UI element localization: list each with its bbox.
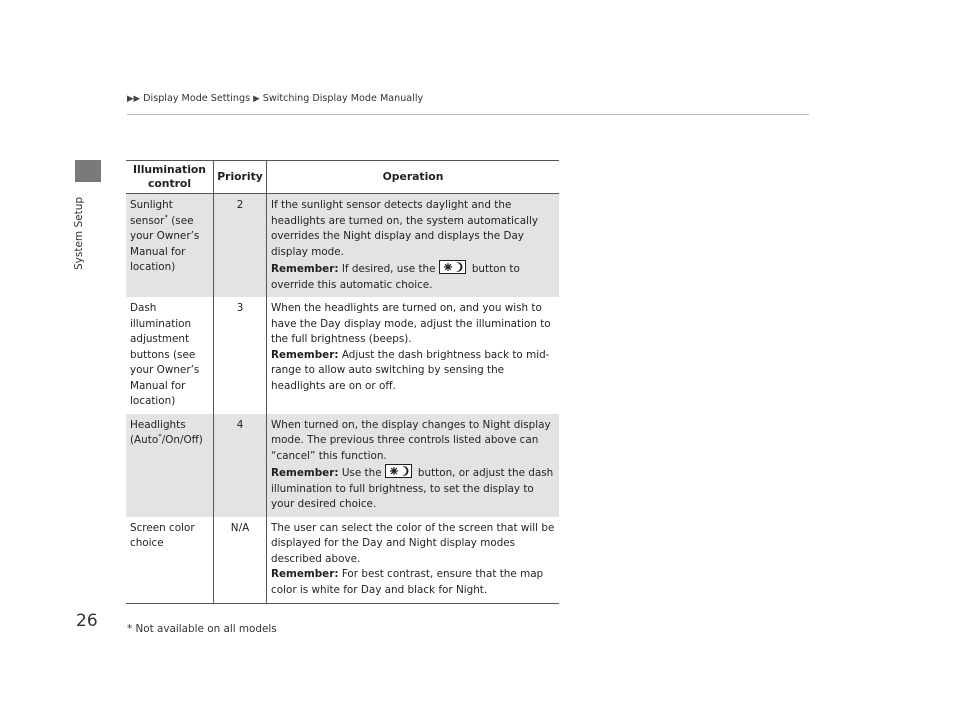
remember-text: If desired, use the: [338, 263, 436, 275]
breadcrumb-item[interactable]: Display Mode Settings: [143, 93, 251, 104]
operation-text: When the headlights are turned on, and you wish to have the Day display mode, adjust the illumination to the full brightness (beeps).: [271, 302, 551, 345]
control-text: (see your Owner’s Manual for location): [130, 214, 200, 273]
remember-label: Remember:: [271, 467, 339, 479]
table-row: [126, 414, 559, 517]
operation-text: When turned on, the display changes to Night display mode. The previous three controls listed above can “cancel” this function.: [271, 418, 551, 462]
row-operation: [267, 194, 560, 298]
row-priority: 4: [214, 414, 267, 517]
row-operation: [267, 297, 560, 414]
table-row: [126, 517, 559, 604]
remember-label: Remember:: [271, 568, 339, 580]
table-header-row: [126, 161, 559, 194]
breadcrumb-item[interactable]: Switching Display Mode Manually: [262, 93, 424, 104]
remember-label: Remember:: [271, 263, 339, 275]
control-text: Sunlight sensor: [130, 199, 173, 227]
remember-text: Use the: [338, 467, 382, 479]
row-priority: 3: [214, 297, 267, 414]
day-night-button-icon: [385, 464, 412, 478]
asterisk-mark: *: [158, 432, 162, 441]
operation-text: The user can select the color of the screen that will be displayed for the Day and Night display modes described above.: [271, 521, 555, 565]
breadcrumb-arrow-icon: ▶: [253, 94, 260, 104]
day-night-button-icon: [439, 260, 466, 274]
row-control: [126, 414, 214, 517]
page-number: 26: [76, 611, 98, 631]
remember-text: For best contrast, ensure that the map color is white for Day and black for Night.: [271, 568, 544, 596]
table-row: [126, 297, 559, 414]
row-control: [126, 194, 214, 298]
remember-label: Remember:: [271, 348, 339, 361]
remember-text: button, or adjust the dash illumination to full brightness, to set the display to your desired choice.: [271, 467, 554, 510]
breadcrumb-arrow-icon: ▶▶: [127, 94, 141, 104]
remember-text: Adjust the dash brightness back to mid-range to allow auto switching by sensing the headlights are on or off.: [271, 348, 550, 392]
remember-text: button to override this automatic choice.: [271, 263, 520, 291]
operation-text: If the sunlight sensor detects daylight and the headlights are turned on, the system automatically overrides the Night display and displays the Day display mode.: [271, 199, 539, 258]
table-row: [126, 194, 559, 298]
row-control: Screen color choice: [126, 517, 214, 604]
illumination-table: [126, 160, 559, 604]
footnote: * Not available on all models: [127, 623, 277, 635]
row-operation: [267, 414, 560, 517]
control-text: /On/Off): [161, 434, 203, 446]
header-operation: Operation: [267, 161, 560, 194]
control-text: Headlights (Auto: [130, 418, 186, 446]
row-control: Dash illumination adjustment buttons (see your Owner’s Manual for location): [130, 302, 200, 407]
header-priority: Priority: [214, 161, 267, 194]
header-rule: [127, 114, 809, 115]
row-priority: N/A: [214, 517, 267, 604]
asterisk-mark: *: [164, 213, 168, 222]
header-illumination-control: Illumination control: [126, 161, 214, 194]
row-operation: [267, 517, 560, 604]
row-priority: 2: [214, 194, 267, 298]
breadcrumb: [127, 93, 423, 104]
chapter-side-label: System Setup: [73, 196, 85, 270]
